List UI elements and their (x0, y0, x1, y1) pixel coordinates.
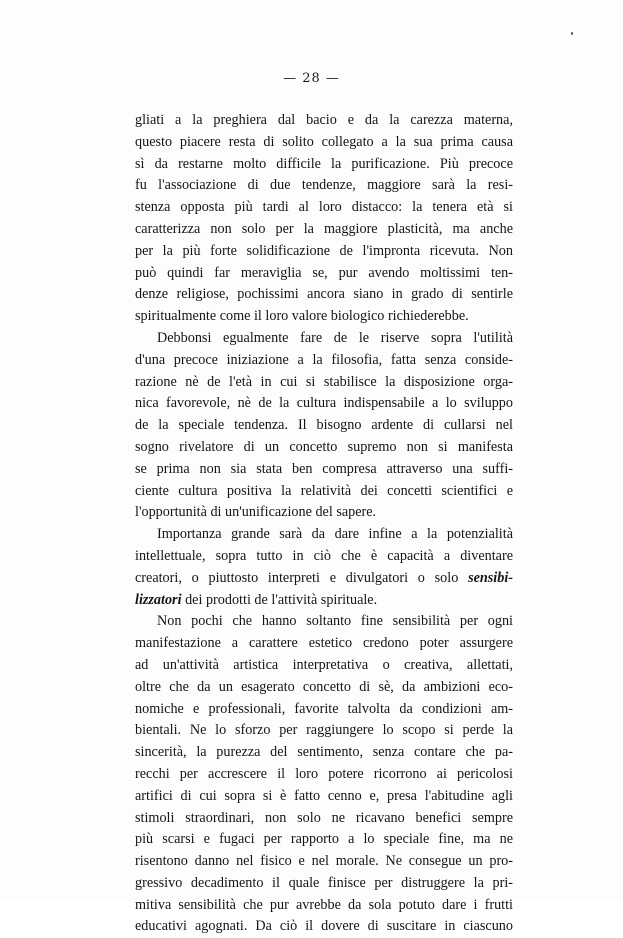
line-text: fu l'associazione di due tendenze, maggiore sarà la resi- (135, 177, 513, 194)
line-text: manifestazione a carattere estetico credono poter assurgere (135, 635, 513, 652)
text-line (135, 655, 513, 677)
text-line (135, 611, 513, 633)
line-text: artifici di cui sopra si è fatto cenno e, presa l'abitudine agli (135, 787, 513, 804)
line-text: se prima non sia stata ben compresa attraverso una suffi- (135, 460, 513, 477)
text-line (135, 110, 513, 132)
text-line (135, 633, 513, 655)
line-text: dei prodotti de l'attività spirituale. (181, 591, 378, 608)
text-line (135, 851, 513, 873)
text-line (135, 219, 513, 241)
text-line (135, 154, 513, 176)
line-text: sogno rivelatore di un concetto supremo non si manifesta (135, 438, 513, 455)
line-text: mitiva sensibilità che pur avrebbe da sola potuto dare i frutti (135, 896, 513, 913)
text-line (135, 699, 513, 721)
text-line (135, 502, 513, 524)
line-text: risentono danno nel fisico e nel morale. Ne consegue un pro- (135, 853, 513, 870)
text-line (135, 350, 513, 372)
line-text: spiritualmente come il loro valore biologico richiederebbe. (135, 308, 469, 325)
line-text: sincerità, la purezza del sentimento, senza contare che pa- (135, 744, 513, 761)
paper-speck (571, 32, 573, 35)
line-text: caratterizza non solo per la maggiore plasticità, ma anche (135, 220, 513, 237)
text-line (135, 132, 513, 154)
line-text: gliati a la preghiera dal bacio e da la carezza materna, (135, 112, 513, 128)
line-text: Non pochi che hanno soltanto fine sensibilità per ogni (157, 613, 513, 630)
text-line (135, 284, 513, 306)
text-line (135, 873, 513, 895)
line-text: ciente cultura positiva la relatività dei concetti scientifici e (135, 482, 513, 499)
line-text: nica favorevole, nè de la cultura indispensabile a lo sviluppo (135, 395, 513, 412)
text-line (135, 590, 513, 612)
text-line (135, 437, 513, 459)
text-line (135, 459, 513, 481)
line-text: questo piacere resta di solito collegato a la sua prima causa (135, 133, 513, 150)
text-line (135, 263, 513, 285)
text-line (135, 524, 513, 546)
line-text: stenza opposta più tardi al loro distacco: la tenera età si (135, 199, 513, 216)
text-line (135, 306, 513, 328)
text-line (135, 895, 513, 917)
line-text: può quindi far meraviglia se, pur avendo moltissimi ten- (135, 264, 513, 281)
text-line (135, 568, 513, 590)
line-text: ad un'attività artistica interpretativa o creativa, allettati, (135, 656, 513, 673)
line-text: l'opportunità di un'unificazione del sapere. (135, 504, 377, 521)
line-text: de la speciale tendenza. Il bisogno ardente di cullarsi nel (135, 417, 513, 434)
line-text: educativi agognati. Da ciò il dovere di suscitare in ciascuno (135, 918, 513, 935)
italic-term: lizzatori (135, 591, 182, 608)
line-text: denze religiose, pochissimi ancora siano in grado di sentirle (135, 286, 513, 303)
line-text: sì da restarne molto difficile la purificazione. Più precoce (135, 155, 513, 172)
line-text: più scarsi e fugaci per rapporto a lo speciale fine, ma ne (135, 831, 513, 848)
text-line (135, 393, 513, 415)
text-line (135, 916, 513, 938)
text-line (135, 546, 513, 568)
line-text: stimoli straordinari, non solo ne ricavano benefici sempre (135, 809, 513, 826)
text-line (135, 720, 513, 742)
text-line (135, 742, 513, 764)
page-number: — 28 — (283, 71, 340, 86)
italic-term: sensibi- (468, 569, 514, 586)
text-line (135, 481, 513, 503)
text-line (135, 372, 513, 394)
line-text: oltre che da un esagerato concetto di sè, da ambizioni eco- (135, 678, 513, 695)
line-text: Debbonsi egualmente fare de le riserve sopra l'utilità (157, 329, 513, 346)
line-text: bientali. Ne lo sforzo per raggiungere lo scopo si perde la (135, 722, 513, 739)
line-text: Importanza grande sarà da dare infine a la potenzialità (157, 526, 513, 543)
text-line (135, 764, 513, 786)
text-line (135, 829, 513, 851)
line-text: per la più forte solidificazione de l'impronta ricevuta. Non (135, 242, 513, 259)
text-line (135, 677, 513, 699)
line-text: d'una precoce iniziazione a la filosofia, fatta senza conside- (135, 351, 513, 368)
line-text: recchi per accrescere il loro potere ricorrono ai pericolosi (135, 765, 513, 782)
line-text: gressivo decadimento il quale finisce per distruggere la pri- (135, 874, 513, 891)
text-line (135, 415, 513, 437)
body-text (135, 110, 513, 938)
text-line (135, 808, 513, 830)
line-text: intellettuale, sopra tutto in ciò che è capacità a diventare (135, 547, 513, 564)
text-line (135, 786, 513, 808)
text-line (135, 197, 513, 219)
text-line (135, 175, 513, 197)
line-text: razione nè de l'età in cui si stabilisce la disposizione orga- (135, 373, 513, 390)
line-text: creatori, o piuttosto interpreti e divulgatori o solo (135, 569, 459, 586)
text-line (135, 328, 513, 350)
text-line (135, 241, 513, 263)
line-text: nomiche e professionali, favorite talvolta da condizioni am- (135, 700, 513, 717)
